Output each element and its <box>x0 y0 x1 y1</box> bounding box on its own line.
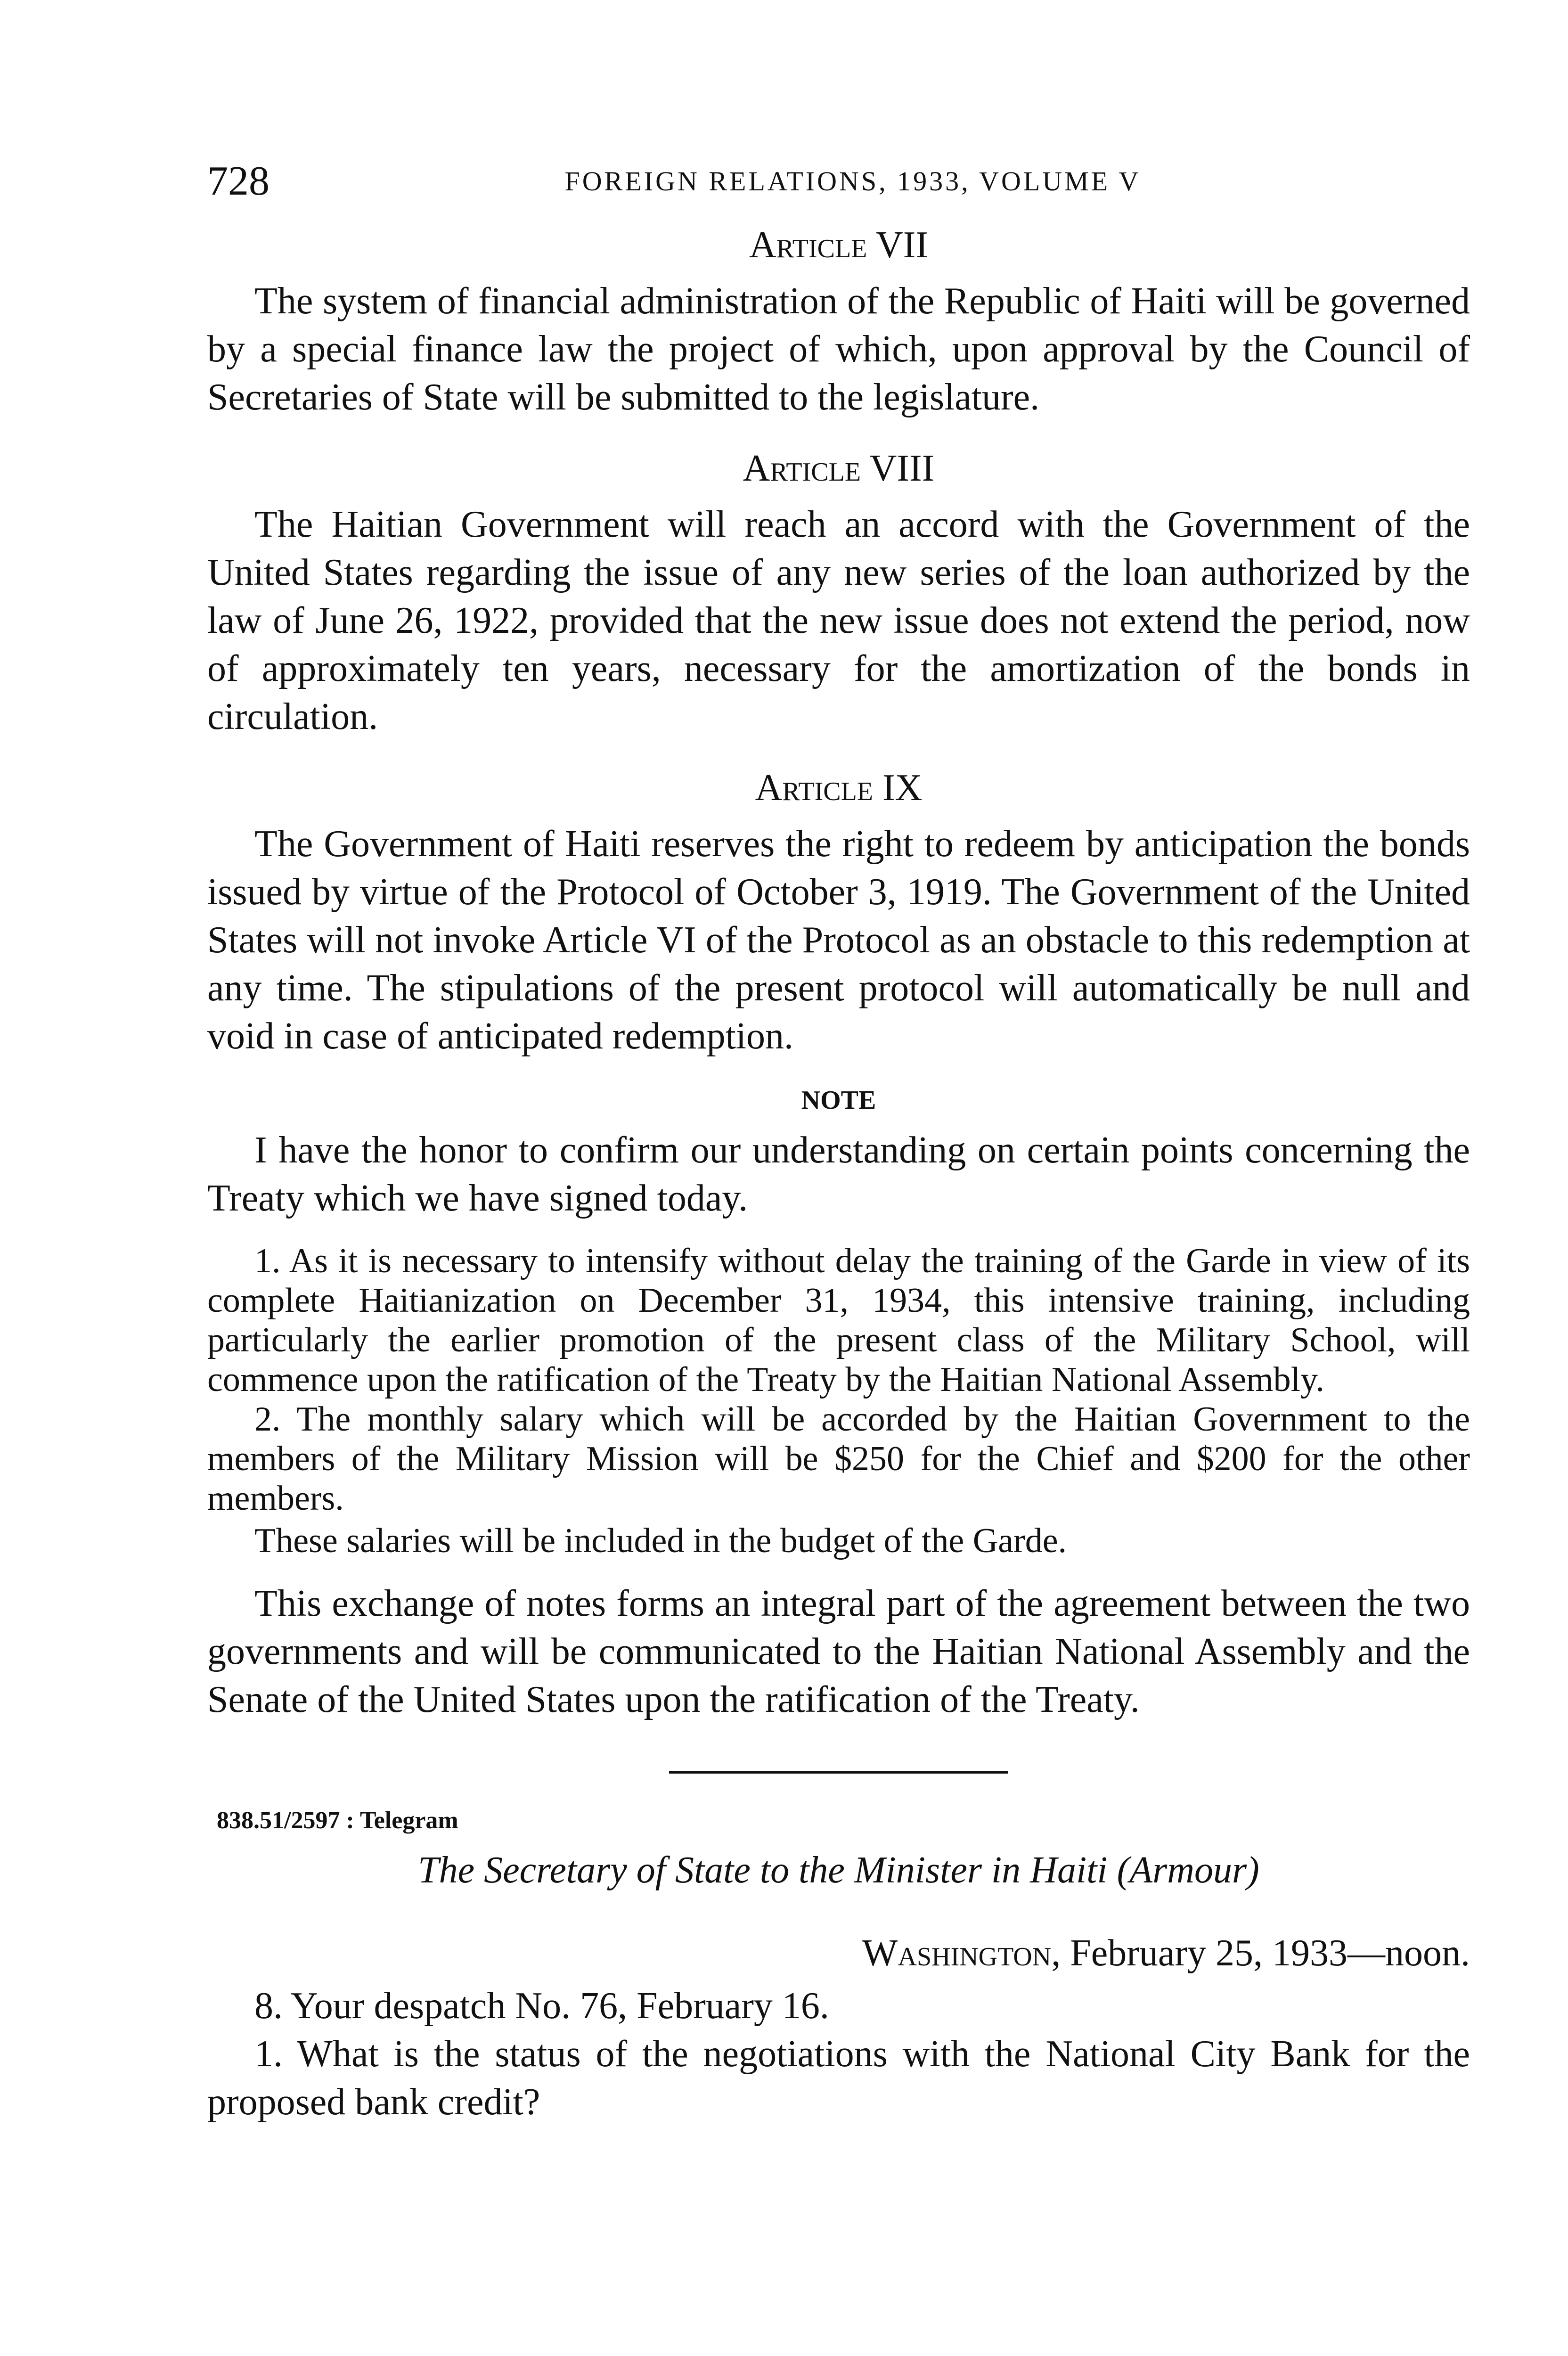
note-heading: NOTE <box>801 1086 876 1115</box>
article-vii-text: The system of financial administration of the Republic of Haiti will be governed by a special finance law the project of which, upon approval by the Council of Secretaries of State will be submitted to the legislature. <box>207 280 1470 418</box>
article-ix-text: The Government of Haiti reserves the right to redeem by anticipation the bonds issued by virtue of the Protocol of October 3, 1919. The Government of the United States will not invoke Article VI of the Protocol as an obstacle to this redemption at any time. The stipulations of the present protocol will automatically be null and void in case of anticipated redemption. <box>207 823 1470 1057</box>
dateline-date: February 25, 1933—noon. <box>1070 1932 1470 1974</box>
article-viii-text: The Haitian Government will reach an accord with the Government of the United States regarding the issue of any new series of the loan authorized by the law of June 26, 1922, provided that the new issue does not extend the period, now of approximately ten years, necessary for the amortization of the bonds in circulation. <box>207 504 1470 737</box>
article-vii-heading: Article VII <box>749 224 928 266</box>
note-intro: I have the honor to confirm our understanding on certain points concerning the Treaty which we have signed today. <box>207 1129 1470 1219</box>
note-item-2: 2. The monthly salary which will be accorded by the Haitian Government to the members of the Military Mission will be $250 for the Chief and $200 for the other members. <box>207 1400 1470 1518</box>
note-item-1: 1. As it is necessary to intensify without delay the training of the Garde in view of its complete Haitianization on December 31, 1934, this intensive training, including particularly the earlier promotion of the present class of the Military School, will commence upon the ratification of the Treaty by the Haitian National Assembly. <box>207 1242 1470 1399</box>
document-page <box>207 155 1470 2126</box>
file-reference: 838.51/2597 : Telegram <box>217 1807 458 1834</box>
running-head: FOREIGN RELATIONS, 1933, VOLUME V <box>564 166 1141 196</box>
page-number: 728 <box>207 158 270 204</box>
dateline <box>207 1929 1470 1977</box>
section-divider <box>669 1771 1008 1774</box>
article-ix-heading: Article IX <box>755 767 923 809</box>
note-salaries: These salaries will be included in the budget of the Garde. <box>254 1522 1067 1560</box>
page-header <box>207 155 1470 207</box>
note-closing: This exchange of notes forms an integral part of the agreement between the two governments and will be communicated to the Haitian National Assembly and the Senate of the United States upon the ratification of the Treaty. <box>207 1583 1470 1720</box>
document-title: The Secretary of State to the Minister in Haiti (Armour) <box>418 1849 1259 1891</box>
telegram-para-8: 8. Your despatch No. 76, February 16. <box>254 1985 829 2027</box>
telegram-para-1: 1. What is the status of the negotiations with the National City Bank for the proposed bank credit? <box>207 2033 1470 2123</box>
article-viii-heading: Article VIII <box>743 448 935 489</box>
dateline-place: Washington, <box>862 1932 1061 1974</box>
